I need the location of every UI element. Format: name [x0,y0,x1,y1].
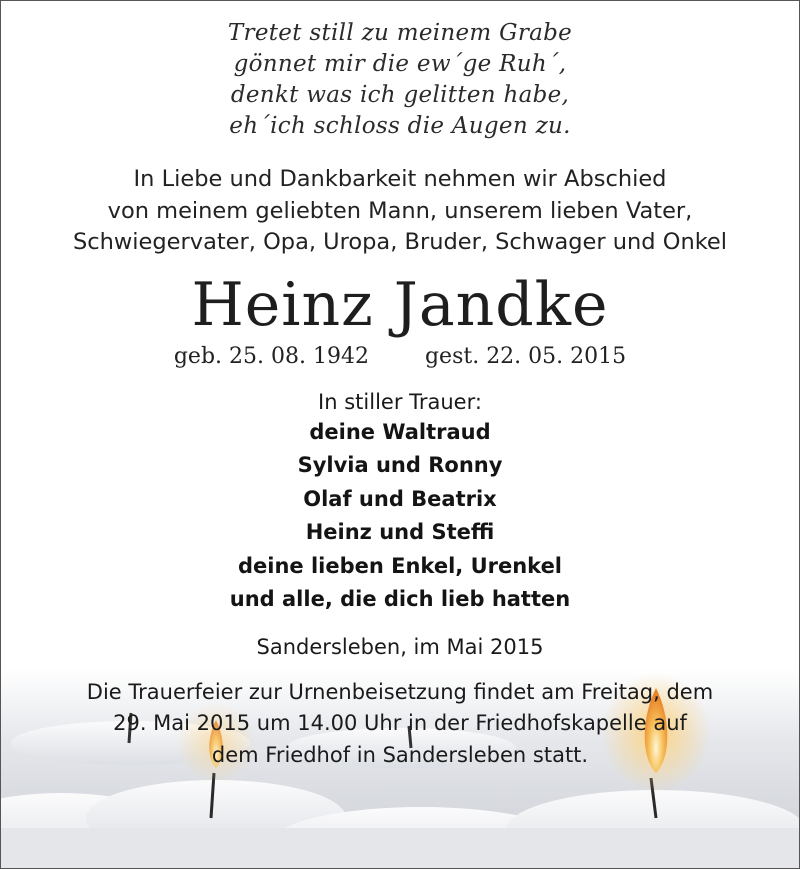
mourners-list [1,416,799,617]
intro-line: von meinem geliebten Mann, unserem lieben Vater, [107,197,693,224]
mourner: Olaf und Beatrix [303,486,497,511]
ceremony-line: dem Friedhof in Sandersleben statt. [211,742,589,767]
mourning-label: In stiller Trauer: [318,389,482,414]
place-and-date: Sandersleben, im Mai 2015 [256,634,544,659]
birth-date: geb. 25. 08. 1942 [173,343,369,369]
intro-line: Schwiegervater, Opa, Uropa, Bruder, Schwager und Onkel [72,229,728,255]
ceremony-line: 29. Mai 2015 um 14.00 Uhr in der Friedhofskapelle auf [113,711,687,735]
ceremony-line: Die Trauerfeier zur Urnenbeisetzung findet am Freitag, dem [86,679,714,704]
mourner: Heinz und Steffi [305,520,495,544]
death-date: gest. 22. 05. 2015 [424,343,627,369]
poem-line: gönnet mir die ew´ge Ruh´, [233,51,567,77]
funeral-ceremony-info [1,677,799,772]
poem-line: Tretet still zu meinem Grabe [227,20,573,46]
intro-line: In Liebe und Dankbarkeit nehmen wir Abschied [133,166,667,192]
mourner: Sylvia und Ronny [297,453,503,477]
farewell-intro [1,164,799,259]
mourner: deine Waltraud [309,419,491,444]
poem-line: denkt was ich gelitten habe, [230,82,570,108]
poem [1,1,799,142]
poem-line: eh´ich schloss die Augen zu. [229,113,571,139]
deceased-name: Heinz Jandke [191,269,609,340]
mourner: und alle, die dich lieb hatten [229,587,571,611]
notice-content [1,1,799,771]
mourner: deine lieben Enkel, Urenkel [237,553,563,578]
life-dates [1,342,799,372]
